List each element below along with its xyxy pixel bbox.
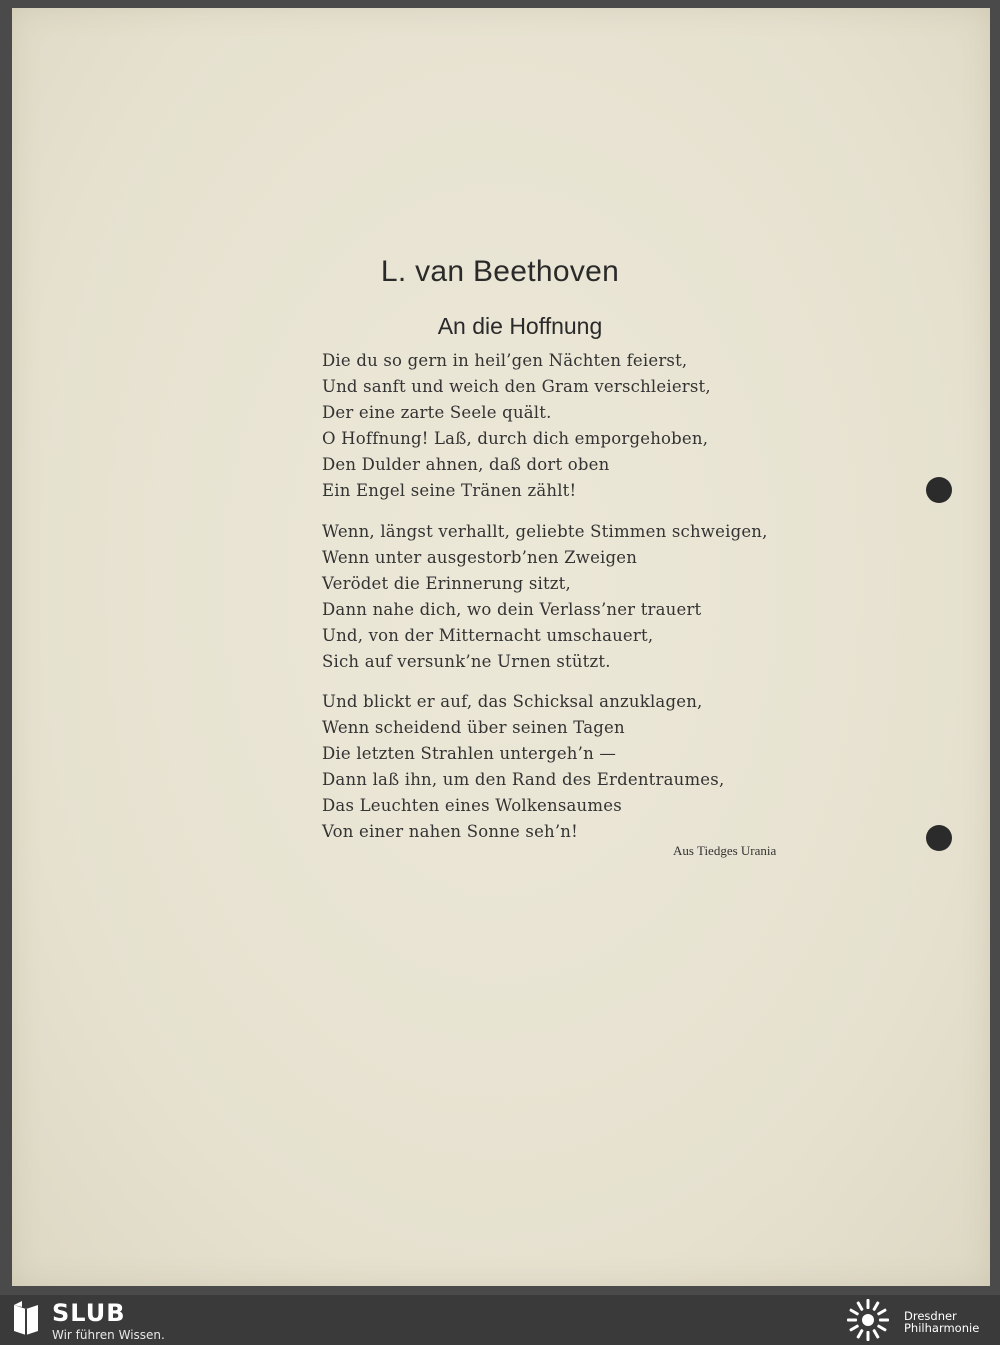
poem-line: Wenn scheidend über seinen Tagen	[322, 718, 625, 737]
punch-hole-upper	[926, 477, 952, 503]
slub-tagline: Wir führen Wissen.	[52, 1328, 165, 1342]
song-title: An die Hoffnung	[437, 313, 603, 339]
dresdner-philharmonie-sunburst-icon	[842, 1298, 894, 1342]
poem-line: Und, von der Mitternacht umschauert,	[322, 626, 654, 645]
poem-line: Der eine zarte Seele quält.	[322, 403, 552, 422]
stanza-2	[322, 519, 768, 675]
stanza-1	[322, 348, 711, 504]
composer-name: L. van Beethoven	[380, 255, 620, 288]
poem-line: O Hoffnung! Laß, durch dich emporgehoben,	[322, 429, 709, 448]
dresdner-philharmonie-name	[904, 1310, 979, 1334]
poem-line: Von einer nahen Sonne seh’n!	[322, 822, 578, 841]
footer-bar	[0, 1295, 1000, 1345]
poem-line: Sich auf versunk’ne Urnen stützt.	[322, 652, 611, 671]
poem-line: Die du so gern in heil’gen Nächten feierst,	[322, 351, 688, 370]
source-attribution: Aus Tiedges Urania	[673, 843, 777, 858]
poem-line: Wenn unter ausgestorb’nen Zweigen	[322, 548, 638, 567]
slub-book-icon	[12, 1301, 40, 1335]
dp-name-line2: Philharmonie	[904, 1321, 980, 1335]
slub-name: SLUB	[52, 1299, 126, 1327]
poem-line: Ein Engel seine Tränen zählt!	[322, 481, 577, 500]
poem-line: Das Leuchten eines Wolkensaumes	[322, 796, 622, 815]
dp-name-line1: Dresdner	[904, 1309, 957, 1323]
poem-line: Und sanft und weich den Gram verschleierst,	[322, 377, 711, 396]
poem-line: Verödet die Erinnerung sitzt,	[322, 574, 571, 593]
poem-line: Und blickt er auf, das Schicksal anzuklagen,	[322, 692, 703, 711]
poem-line: Den Dulder ahnen, daß dort oben	[322, 455, 610, 474]
poem-line: Dann laß ihn, um den Rand des Erdentraumes,	[322, 770, 725, 789]
poem-line: Dann nahe dich, wo dein Verlass’ner trauert	[322, 600, 702, 619]
poem-line: Wenn, längst verhallt, geliebte Stimmen schweigen,	[322, 522, 768, 541]
poem-line: Die letzten Strahlen untergeh’n —	[322, 744, 617, 763]
stanza-3	[322, 689, 724, 845]
punch-hole-lower	[926, 825, 952, 851]
